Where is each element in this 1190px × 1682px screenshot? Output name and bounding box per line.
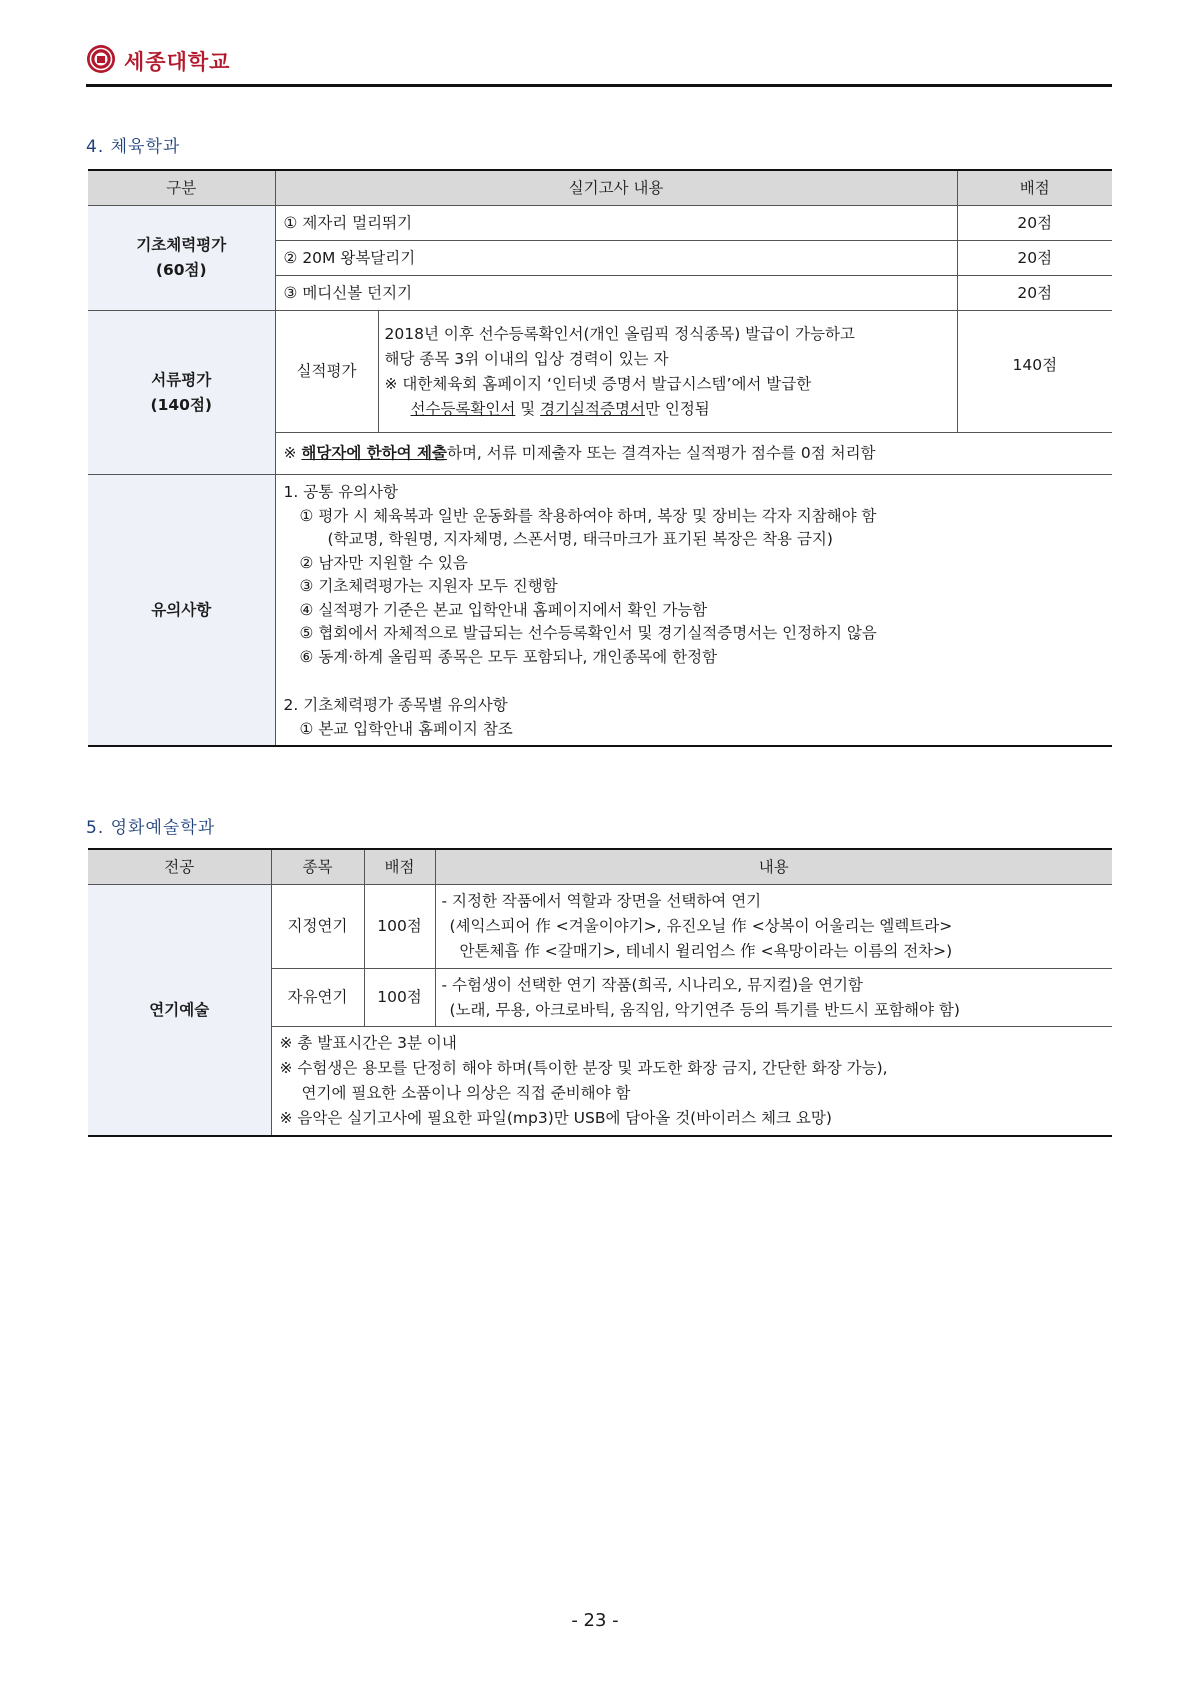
university-logo-icon <box>86 44 116 74</box>
acting-note-1: ※ 총 발표시간은 3분 이내 <box>279 1034 457 1052</box>
free-acting-line-1: - 수험생이 선택한 연기 작품(희곡, 시나리오, 뮤지컬)을 연기함 <box>441 975 863 994</box>
section-title-physical-education: 4. 체육학과 <box>86 137 181 157</box>
precaution-spacer <box>284 669 1105 694</box>
acting-note-3: ※ 음악은 실기고사에 필요한 파일(mp3)만 USB에 담아올 것(바이러스 체크 요망) <box>279 1109 832 1127</box>
designated-acting-content <box>435 885 1112 969</box>
category-document-label: 서류평가 <box>151 370 212 389</box>
precaution-item-3: ③ 기초체력평가는 지원자 모두 진행함 <box>299 577 558 595</box>
precaution-item-1: ① 평가 시 체육복과 일반 운동화를 착용하여야 하며, 복장 및 장비는 각자 지참해야 함 <box>299 506 877 525</box>
page-header <box>86 40 1112 87</box>
table-header-category: 구분 <box>88 170 275 206</box>
basic-item-3: ③ 메디신볼 던지기 <box>275 276 957 311</box>
basic-item-2: ② 20M 왕복달리기 <box>275 241 957 276</box>
table-header-content: 내용 <box>435 849 1112 885</box>
competition-record-certificate: 경기실적증명서 <box>540 399 645 418</box>
free-acting-score: 100점 <box>364 969 435 1027</box>
achievement-desc-line-3: ※ 대한체육회 홈페이지 ‘인터넷 증명서 발급시스템’에서 발급한 <box>384 374 812 393</box>
achievement-desc-line-1: 2018년 이후 선수등록확인서(개인 올림픽 정식종목) 발급이 가능하고 <box>384 324 855 343</box>
desc-line-4-ending: 만 인정됨 <box>644 399 710 418</box>
designated-acting-score: 100점 <box>364 885 435 969</box>
precaution-heading-1: 1. 공통 유의사항 <box>283 483 398 501</box>
achievement-desc-line-4 <box>385 397 951 422</box>
precaution-item-2-1: ① 본교 입학안내 홈페이지 참조 <box>299 719 513 738</box>
table-header-content: 실기고사 내용 <box>275 170 957 206</box>
designated-acting-line-3: 안톤체흡 作 <갈매기>, 테네시 윌리엄스 作 <욕망이라는 이름의 전차>) <box>459 942 953 960</box>
table-header-score: 배점 <box>364 849 435 885</box>
acting-notes <box>271 1027 1112 1137</box>
table-header-item: 종목 <box>271 849 364 885</box>
section-title-film-arts: 5. 영화예술학과 <box>86 818 216 838</box>
precaution-heading-2: 2. 기초체력평가 종목별 유의사항 <box>283 696 508 714</box>
document-submission-note <box>275 433 1112 475</box>
free-acting-line-2: (노래, 무용, 아크로바틱, 움직임, 악기연주 등의 특기를 반드시 포함해야 함) <box>449 1000 960 1019</box>
free-acting-content <box>435 969 1112 1027</box>
category-basic-fitness-label: 기초체력평가 <box>136 236 227 254</box>
table-header-major: 전공 <box>88 849 271 885</box>
document-evaluation-score: 140점 <box>957 311 1112 433</box>
page-number: - 23 - <box>571 1610 619 1631</box>
precaution-item-5: ⑤ 협회에서 자체적으로 발급되는 선수등록확인서 및 경기실적증명서는 인정하지 않음 <box>299 624 877 642</box>
designated-acting-label: 지정연기 <box>271 885 364 969</box>
major-acting-arts: 연기예술 <box>88 885 271 1137</box>
designated-acting-line-1: - 지정한 작품에서 역할과 장면을 선택하여 연기 <box>441 892 762 910</box>
physical-education-exam-table <box>88 169 1112 747</box>
category-precautions: 유의사항 <box>88 475 275 747</box>
acting-note-2: ※ 수험생은 용모를 단정히 해야 하며(특이한 분장 및 과도한 화장 금지, 간단한 화장 가능), <box>279 1059 888 1077</box>
university-name: 세종대학교 <box>124 50 231 74</box>
basic-item-2-score: 20점 <box>957 241 1112 276</box>
basic-item-3-score: 20점 <box>957 276 1112 311</box>
basic-item-1: ① 제자리 멀리뛰기 <box>275 206 957 241</box>
note-emphasis: 해당자에 한하여 제출 <box>301 444 447 462</box>
precaution-item-1-detail: (학교명, 학원명, 지자체명, 스폰서명, 태극마크가 표기된 복장은 착용 금지) <box>327 530 833 548</box>
category-document-points: (140점) <box>150 395 212 414</box>
athlete-registration-certificate: 선수등록확인서 <box>410 399 516 418</box>
precaution-item-2: ② 남자만 지원할 수 있음 <box>299 553 468 572</box>
achievement-evaluation-label: 실적평가 <box>275 311 378 433</box>
achievement-desc-line-2: 해당 종목 3위 이내의 입상 경력이 있는 자 <box>384 349 669 368</box>
desc-line-4-conjunction: 및 <box>515 399 541 418</box>
film-arts-exam-table <box>88 848 1112 1137</box>
precautions-content <box>275 475 1112 747</box>
designated-acting-line-2: (셰익스피어 作 <겨울이야기>, 유진오닐 作 <상복이 어울리는 엘렉트라> <box>449 917 953 935</box>
note-text: 하며, 서류 미제출자 또는 결격자는 실적평가 점수를 0점 처리함 <box>446 444 876 462</box>
acting-note-2-continued: 연기에 필요한 소품이나 의상은 직접 준비해야 함 <box>301 1084 631 1102</box>
basic-item-1-score: 20점 <box>957 206 1112 241</box>
category-basic-fitness-points: (60점) <box>155 261 207 279</box>
category-basic-fitness <box>88 206 275 311</box>
note-mark: ※ <box>283 444 302 462</box>
free-acting-label: 자유연기 <box>271 969 364 1027</box>
achievement-evaluation-description <box>378 311 957 433</box>
table-header-score: 배점 <box>957 170 1112 206</box>
category-document-evaluation <box>88 311 275 475</box>
precaution-item-6: ⑥ 동계·하계 올림픽 종목은 모두 포함되나, 개인종목에 한정함 <box>299 647 718 666</box>
precaution-item-4: ④ 실적평가 기준은 본교 입학안내 홈페이지에서 확인 가능함 <box>299 600 708 619</box>
